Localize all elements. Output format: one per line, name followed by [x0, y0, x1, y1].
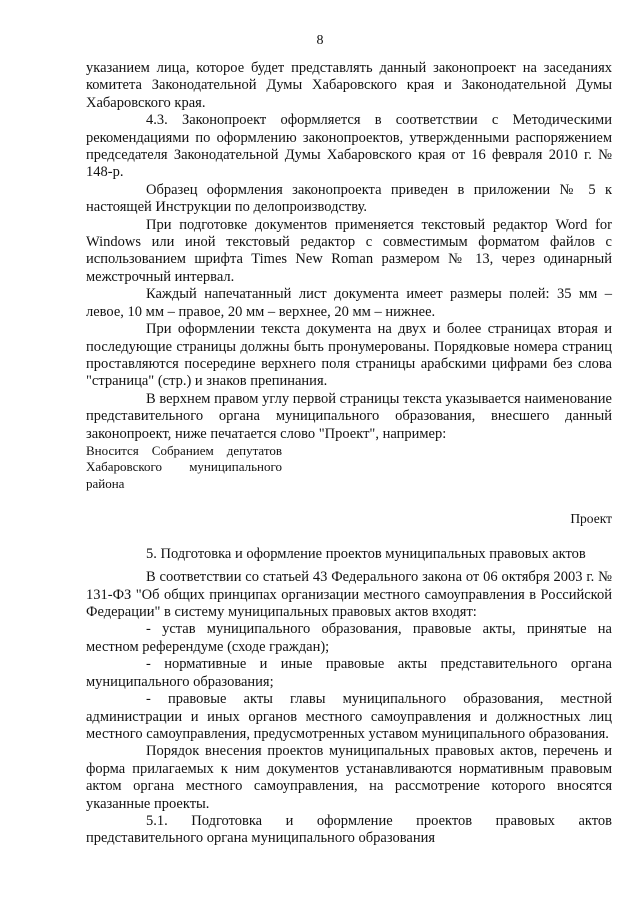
project-label: Проект — [570, 511, 612, 527]
list-item: - правовые акты главы муниципального образования, местной администрации и иных органов местного самоуправления и должностных лиц местного самоуправления, предусмотренных уставом муниципального образования. — [86, 691, 612, 742]
paragraph: Порядок внесения проектов муниципальных правовых актов, перечень и форма прилагаемых к ним документов устанавливаются нормативным правовым актом органа местного самоуправления, на рассмотрение которого вносятся указанные проекты. — [86, 743, 612, 812]
paragraph: Образец оформления законопроекта приведен в приложении № 5 к настоящей Инструкции по делопроизводству. — [86, 181, 612, 216]
list-item: - устав муниципального образования, правовые акты, принятые на местном референдуме (сходе граждан); — [86, 621, 612, 655]
paragraph: При подготовке документов применяется текстовый редактор Word for Windows или иной текстовый редактор с совместимым форматом файлов с использованием шрифта Times New Roman размером № 13, через одинарный межстрочный интервал. — [86, 216, 612, 285]
document-body — [86, 60, 612, 848]
list-item: - нормативные и иные правовые акты представительного органа муниципального образования; — [86, 656, 612, 690]
submission-stamp: Вносится Собранием депутатов Хабаровского муниципального района — [86, 442, 282, 491]
paragraph: В верхнем правом углу первой страницы текста указывается наименование представительного органа муниципального образования, внесшего данный законопроект, ниже печатается слово "Проект", например: — [86, 390, 612, 442]
paragraph: Каждый напечатанный лист документа имеет размеры полей: 35 мм – левое, 10 мм – правое, 20 мм – верхнее, 20 мм – нижнее. — [86, 286, 612, 320]
paragraph: В соответствии со статьей 43 Федерального закона от 06 октября 2003 г. № 131-ФЗ "Об общих принципах организации местного самоуправления в Российской Федерации" в систему муниципальных правовых актов входят: — [86, 569, 612, 621]
section-heading: 5. Подготовка и оформление проектов муниципальных правовых актов — [146, 545, 586, 562]
paragraph: При оформлении текста документа на двух и более страницах вторая и последующие страницы должны быть пронумерованы. Порядковые номера страниц проставляются посередине верхнего поля страницы арабскими цифрами без слова "страница" (стр.) и знаков препинания. — [86, 321, 612, 390]
page-number: 8 — [316, 33, 324, 48]
paragraph: 4.3. Законопроект оформляется в соответствии с Методическими рекомендациями по оформлению законопроектов, утвержденными распоряжением председателя Законодательной Думы Хабаровского края от 16 февраля 2010 г. № 148-р. — [86, 112, 612, 181]
paragraph: указанием лица, которое будет представлять данный законопроект на заседаниях комитета Законодательной Думы Хабаровского края и Законодательной Думы Хабаровского края. — [86, 60, 612, 111]
paragraph: 5.1. Подготовка и оформление проектов правовых актов представительного органа муниципального образования — [86, 812, 612, 847]
